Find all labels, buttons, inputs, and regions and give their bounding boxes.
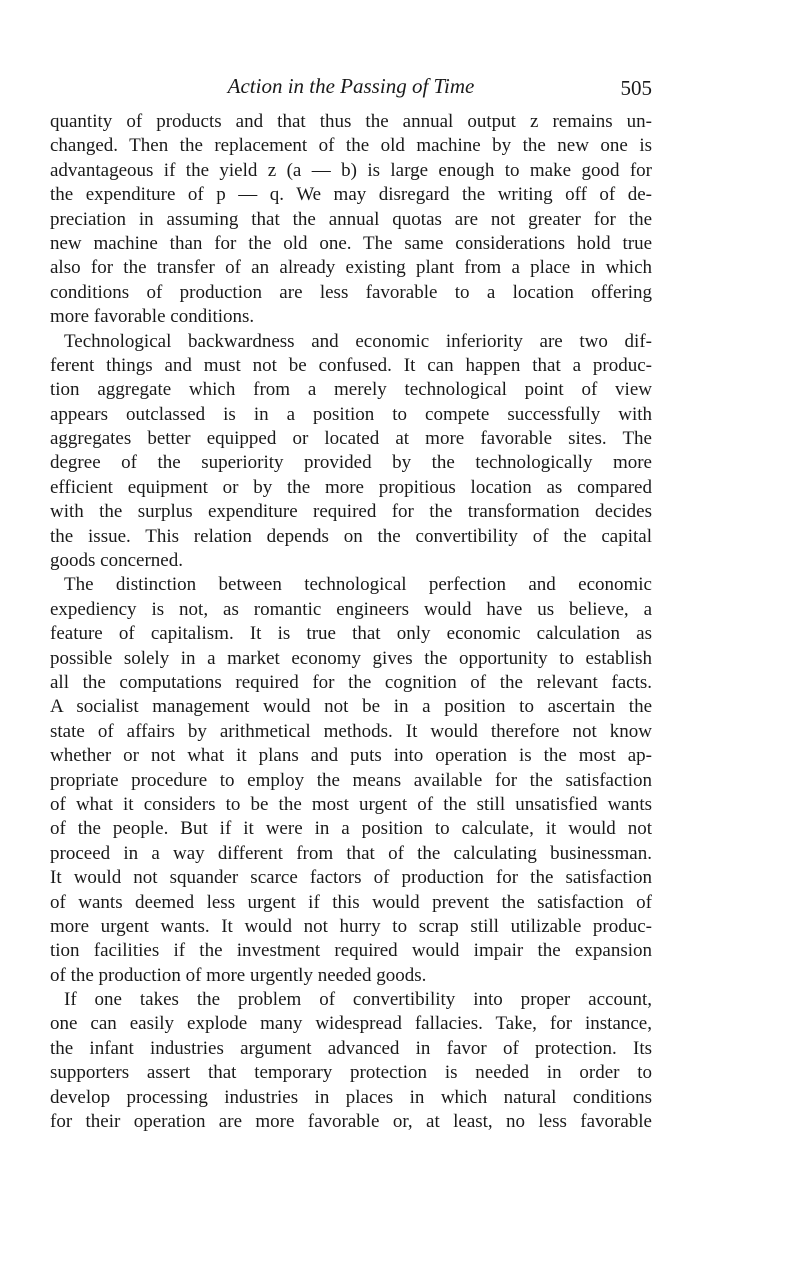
body-text [50,110,652,1134]
text-line: advantageous if the yield z (a — b) is large enough to make good for [50,159,652,181]
text-line: supporters assert that temporary protection is needed in order to [50,1062,652,1084]
text-line: the expenditure of p — q. We may disregard the writing off of de- [50,184,652,206]
paragraph [50,330,652,574]
text-line: the issue. This relation depends on the convertibility of the capital [50,525,652,547]
text-line: goods concerned. [50,550,183,572]
text-line: one can easily explode many widespread fallacies. Take, for instance, [50,1013,652,1035]
text-line: aggregates better equipped or located at more favorable sites. The [50,428,652,450]
book-page [50,74,652,1134]
text-line: conditions of production are less favorable to a location offering [50,281,652,303]
text-line: of the people. But if it were in a position to calculate, it would not [50,818,652,840]
text-line: If one takes the problem of convertibility into proper account, [64,989,652,1011]
text-line: It would not squander scarce factors of production for the satisfaction [50,867,652,889]
text-line: expediency is not, as romantic engineers would have us believe, a [50,598,652,620]
text-line: The distinction between technological perfection and economic [64,574,652,596]
text-line: feature of capitalism. It is true that only economic calculation as [50,623,652,645]
text-line: tion aggregate which from a merely technological point of view [50,379,652,401]
text-line: also for the transfer of an already existing plant from a place in which [50,257,652,279]
text-line: efficient equipment or by the more propitious location as compared [50,476,652,498]
text-line: develop processing industries in places in which natural conditions [50,1086,652,1108]
text-line: the infant industries argument advanced in favor of protection. Its [50,1037,652,1059]
running-head [50,74,652,110]
text-line: proceed in a way different from that of the calculating businessman. [50,842,652,864]
text-line: changed. Then the replacement of the old machine by the new one is [50,135,652,157]
paragraph [50,573,652,988]
text-line: new machine than for the old one. The same considerations hold true [50,232,652,254]
text-line: more urgent wants. It would not hurry to scrap still utilizable produc- [50,915,652,937]
text-line: more favorable conditions. [50,306,255,328]
text-line: appears outclassed is in a position to compete successfully with [50,403,652,425]
paragraph [50,988,652,1134]
paragraph [50,110,652,330]
text-line: with the surplus expenditure required for the transformation decides [50,501,652,523]
text-line: for their operation are more favorable or, at least, no less favorable [50,1111,652,1133]
text-line: A socialist management would not be in a position to ascertain the [50,696,652,718]
running-title: Action in the Passing of Time [227,74,475,98]
text-line: state of affairs by arithmetical methods. It would therefore not know [50,720,652,742]
text-line: degree of the superiority provided by the technologically more [50,452,652,474]
text-line: of the production of more urgently needed goods. [50,964,427,986]
text-line: all the computations required for the cognition of the relevant facts. [50,671,652,693]
text-line: Technological backwardness and economic inferiority are two dif- [64,330,652,352]
text-line: preciation in assuming that the annual quotas are not greater for the [50,208,652,230]
text-line: possible solely in a market economy gives the opportunity to establish [50,647,652,669]
text-line: tion facilities if the investment required would impair the expansion [50,940,652,962]
text-line: of what it considers to be the most urgent of the still unsatisfied wants [50,793,652,815]
text-line: ferent things and must not be confused. It can happen that a produc- [50,354,652,376]
text-line: quantity of products and that thus the annual output z remains un- [50,111,652,132]
text-line: of wants deemed less urgent if this would prevent the satisfaction of [50,891,652,913]
text-line: whether or not what it plans and puts into operation is the most ap- [50,745,652,767]
page-number: 505 [620,76,652,100]
text-line: propriate procedure to employ the means available for the satisfaction [50,769,652,791]
